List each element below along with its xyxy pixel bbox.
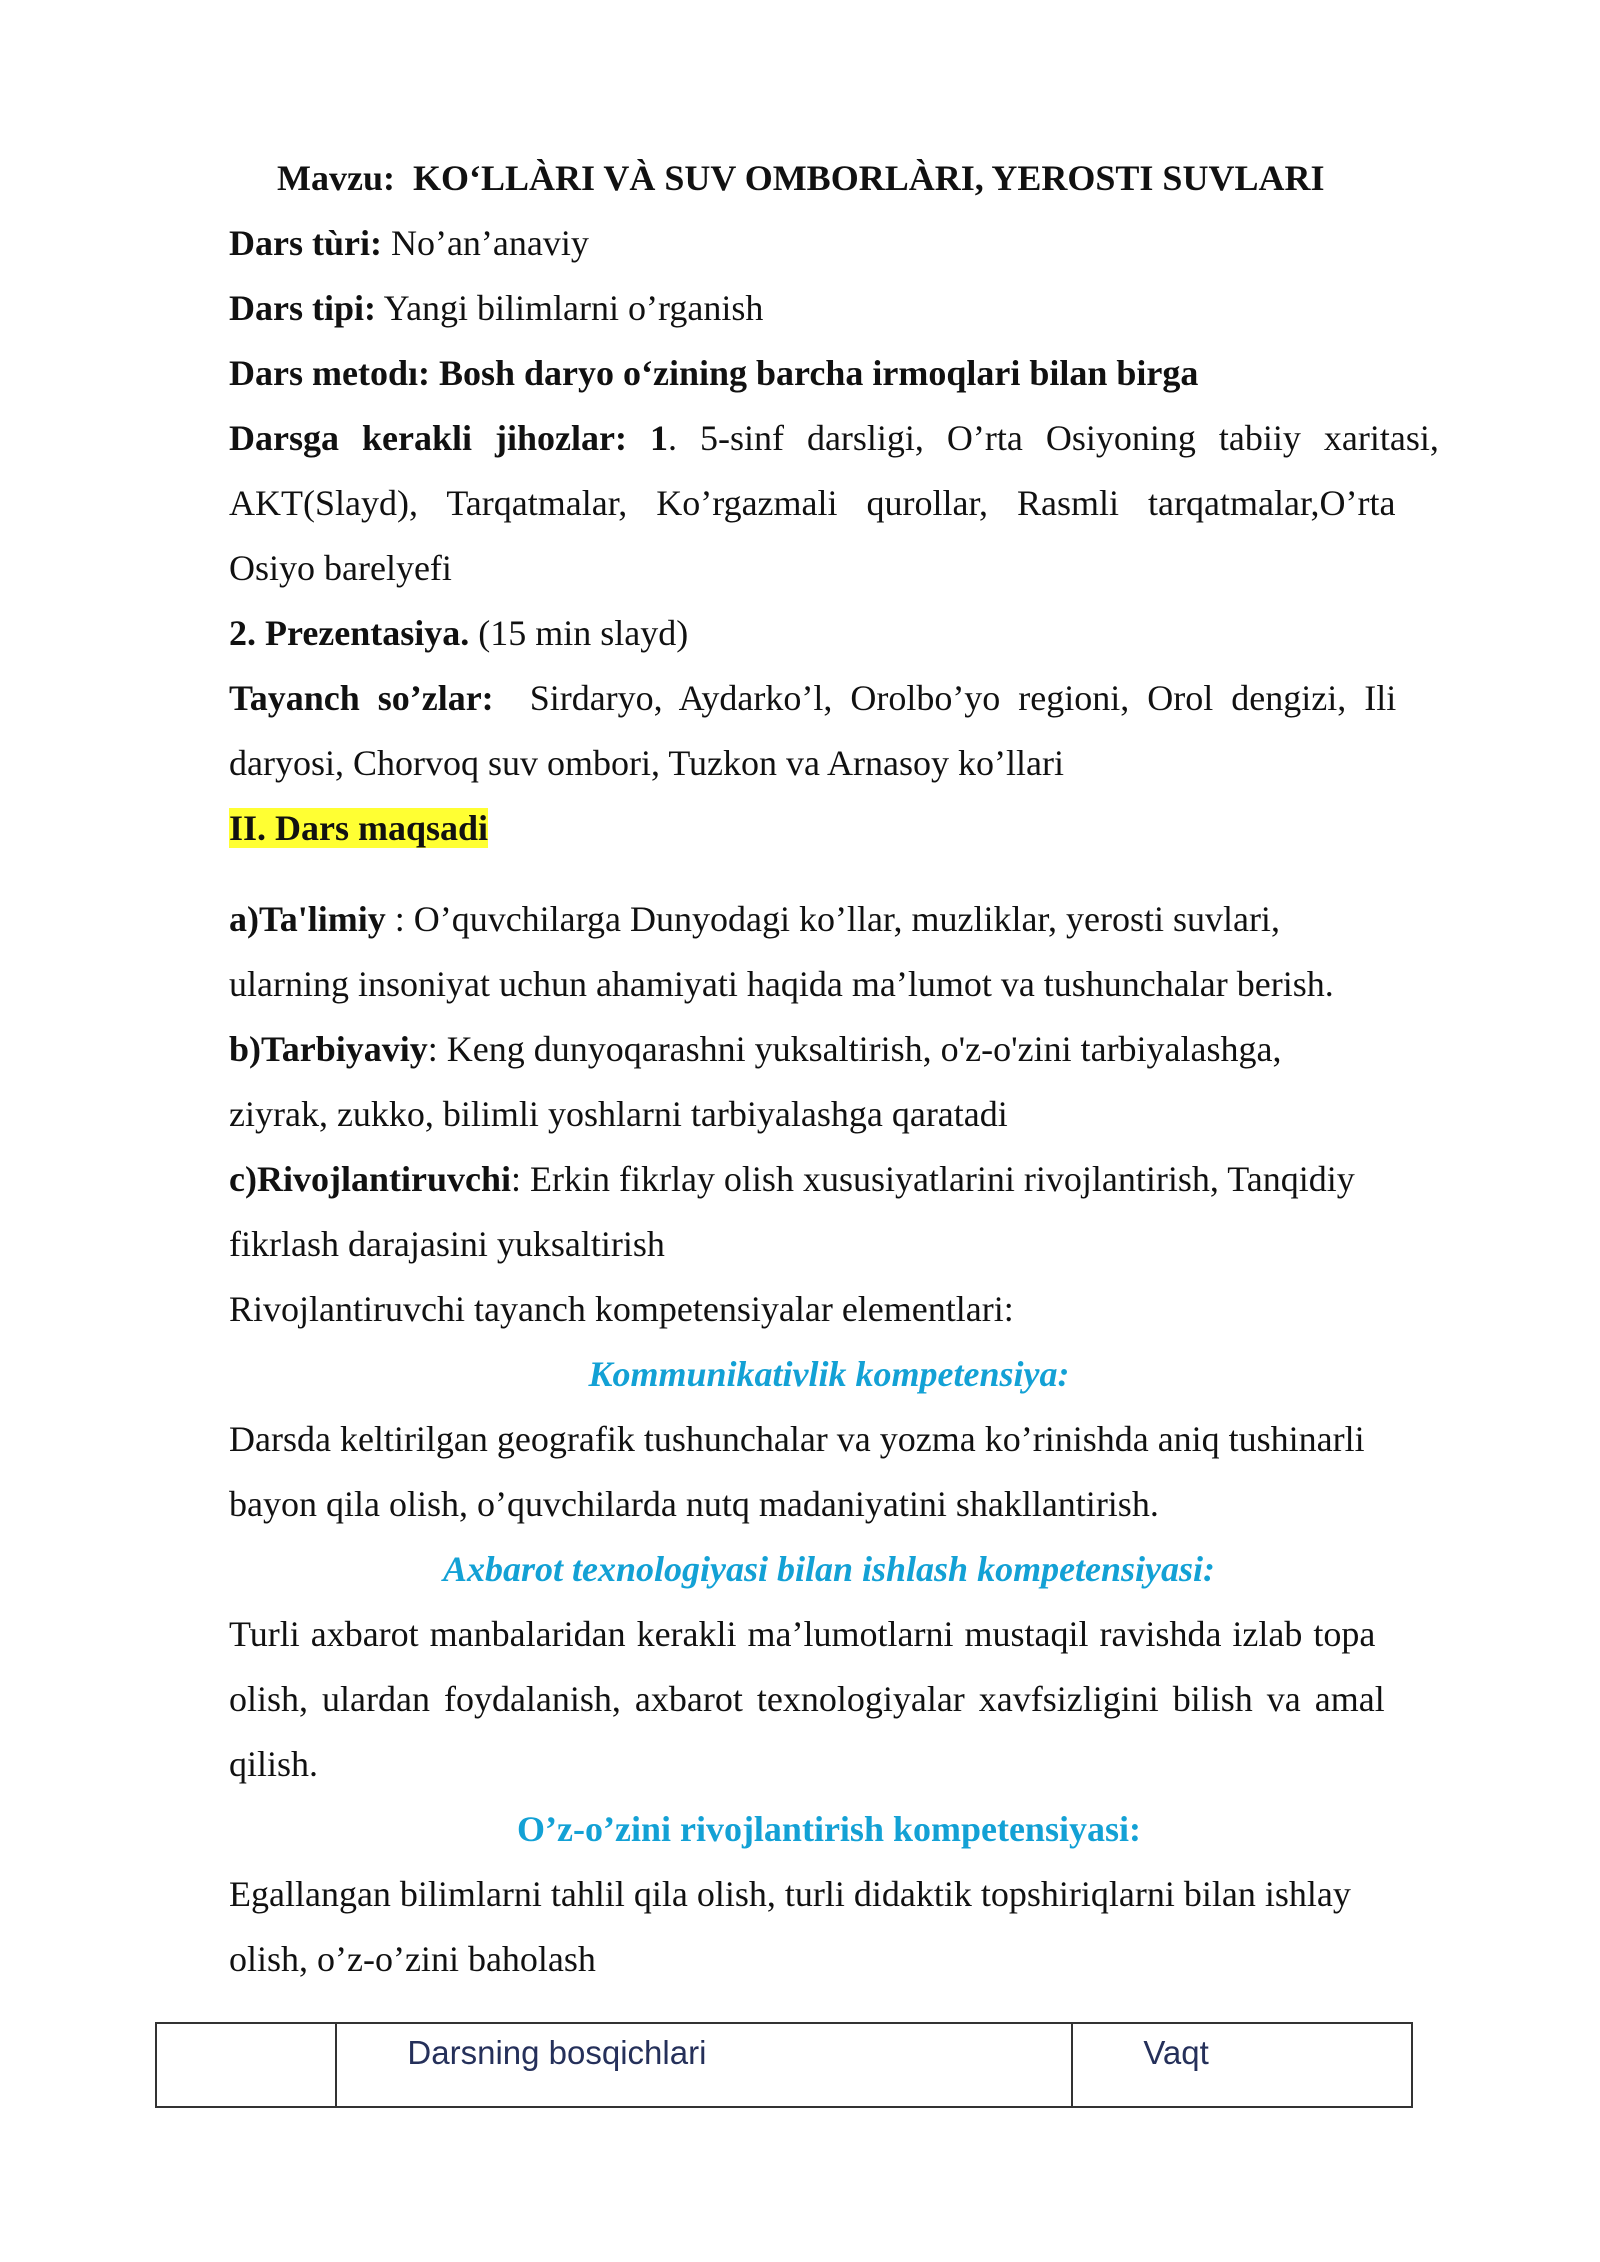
competency-self-development-line-2: olish, o’z-o’zini baholash [229,1939,596,1979]
competency-information-line-3: qilish. [229,1744,319,1784]
competency-information-line-2: olish, ulardan foydalanish, axbarot texnologiyalar xavfsizligini bilish va amal [229,1679,1385,1719]
table-header-row [156,2023,1412,2107]
goal-developmental-text-1: : Erkin fikrlay olish xususiyatlarini rivojlantirish, Tanqidiy [510,1159,1355,1199]
competency-communication-line-2: bayon qila olish, o’quvchilarda nutq madaniyatini shakllantirish. [229,1484,1159,1524]
lesson-kind-label: Dars tùri: [229,223,382,263]
lesson-method-label: Dars metodı: [229,353,430,393]
topic-label: Mavzu: [277,158,395,198]
keywords-line-1 [229,666,1429,731]
goal-upbringing-label: b)Tarbiyaviy [229,1029,428,1069]
equipment-line-3: Osiyo barelyefi [229,548,452,588]
presentation-value: (15 min slayd) [478,613,689,653]
goal-developmental-line-1 [229,1147,1429,1212]
goal-upbringing-line-2: ziyrak, zukko, bilimli yoshlarni tarbiyalashga qaratadi [229,1094,1008,1134]
competency-title-information: Axbarot texnologiyasi bilan ishlash kompetensiyasi: [442,1549,1216,1589]
competency-title-communication: Kommunikativlik kompetensiya: [588,1354,1070,1394]
goal-educational-line-2: ularning insoniyat uchun ahamiyati haqida ma’lumot va tushunchalar berish. [229,964,1334,1004]
topic-title: KO‘LLÀRI VÀ SUV OMBORLÀRI, YEROSTI SUVLARI [412,158,1325,198]
lesson-method-line [229,341,1429,406]
equipment-line-1 [229,406,1439,471]
goal-educational-line-1 [229,887,1429,952]
table-header-time: Vaqt [1072,2023,1412,2107]
lesson-type-value: Yangi bilimlarni o’rganish [383,288,764,328]
competency-information-line-1: Turli axbarot manbalaridan kerakli ma’lumotlarni mustaqil ravishda izlab topa [229,1614,1376,1654]
lesson-kind-value: No’an’anaviy [390,223,589,263]
competency-self-development-line-1: Egallangan bilimlarni tahlil qila olish, turli didaktik topshiriqlarni bilan ishlay [229,1874,1351,1914]
lesson-plan-body [229,146,1439,1992]
goal-developmental-label: c)Rivojlantiruvchi [229,1159,511,1199]
table-header-cell-empty [156,2023,336,2107]
equipment-number: 1 [649,418,668,458]
goals-heading: II. Dars maqsadi [229,808,489,848]
goal-educational-text-1: : O’quvchilarga Dunyodagi ko’llar, muzliklar, yerosti suvlari, [385,899,1280,939]
equipment-label: Darsga kerakli jihozlar: [229,418,627,458]
topic-line [229,146,1429,211]
competencies-intro: Rivojlantiruvchi tayanch kompetensiyalar elementlari: [229,1289,1014,1329]
lesson-stages-table [155,2022,1413,2108]
goals-heading-line [229,796,1429,861]
table-header-stages: Darsning bosqichlari [336,2023,1072,2107]
goal-upbringing-line-1 [229,1017,1429,1082]
lesson-kind-line [229,211,1429,276]
goal-educational-label: a)Ta'limiy [229,899,386,939]
keywords-line-2: daryosi, Chorvoq suv ombori, Tuzkon va Arnasoy ko’llari [229,743,1064,783]
lesson-type-line [229,276,1429,341]
keywords-text-1: Sirdaryo, Aydarko’l, Orolbo’yo regioni, Orol dengizi, Ili [529,678,1397,718]
presentation-line [229,601,1429,666]
presentation-label: 2. Prezentasiya. [229,613,470,653]
lesson-type-label: Dars tipi: [229,288,376,328]
goal-upbringing-text-1: : Keng dunyoqarashni yuksaltirish, o'z-o'zini tarbiyalashga, [427,1029,1282,1069]
lesson-method-value: Bosh daryo o‘zining barcha irmoqlari bilan birga [438,353,1199,393]
equipment-line-2: AKT(Slayd), Tarqatmalar, Ko’rgazmali qurollar, Rasmli tarqatmalar,O’rta [229,483,1396,523]
keywords-label: Tayanch so’zlar: [229,678,494,718]
competency-communication-line-1: Darsda keltirilgan geografik tushunchalar va yozma ko’rinishda aniq tushinarli [229,1419,1365,1459]
competency-title-self-development: O’z-o’zini rivojlantirish kompetensiyasi: [517,1809,1141,1849]
equipment-text-1: . 5-sinf darsligi, O’rta Osiyoning tabiiy xaritasi, [667,418,1439,458]
goal-developmental-line-2: fikrlash darajasini yuksaltirish [229,1224,665,1264]
spacer [229,861,1429,887]
